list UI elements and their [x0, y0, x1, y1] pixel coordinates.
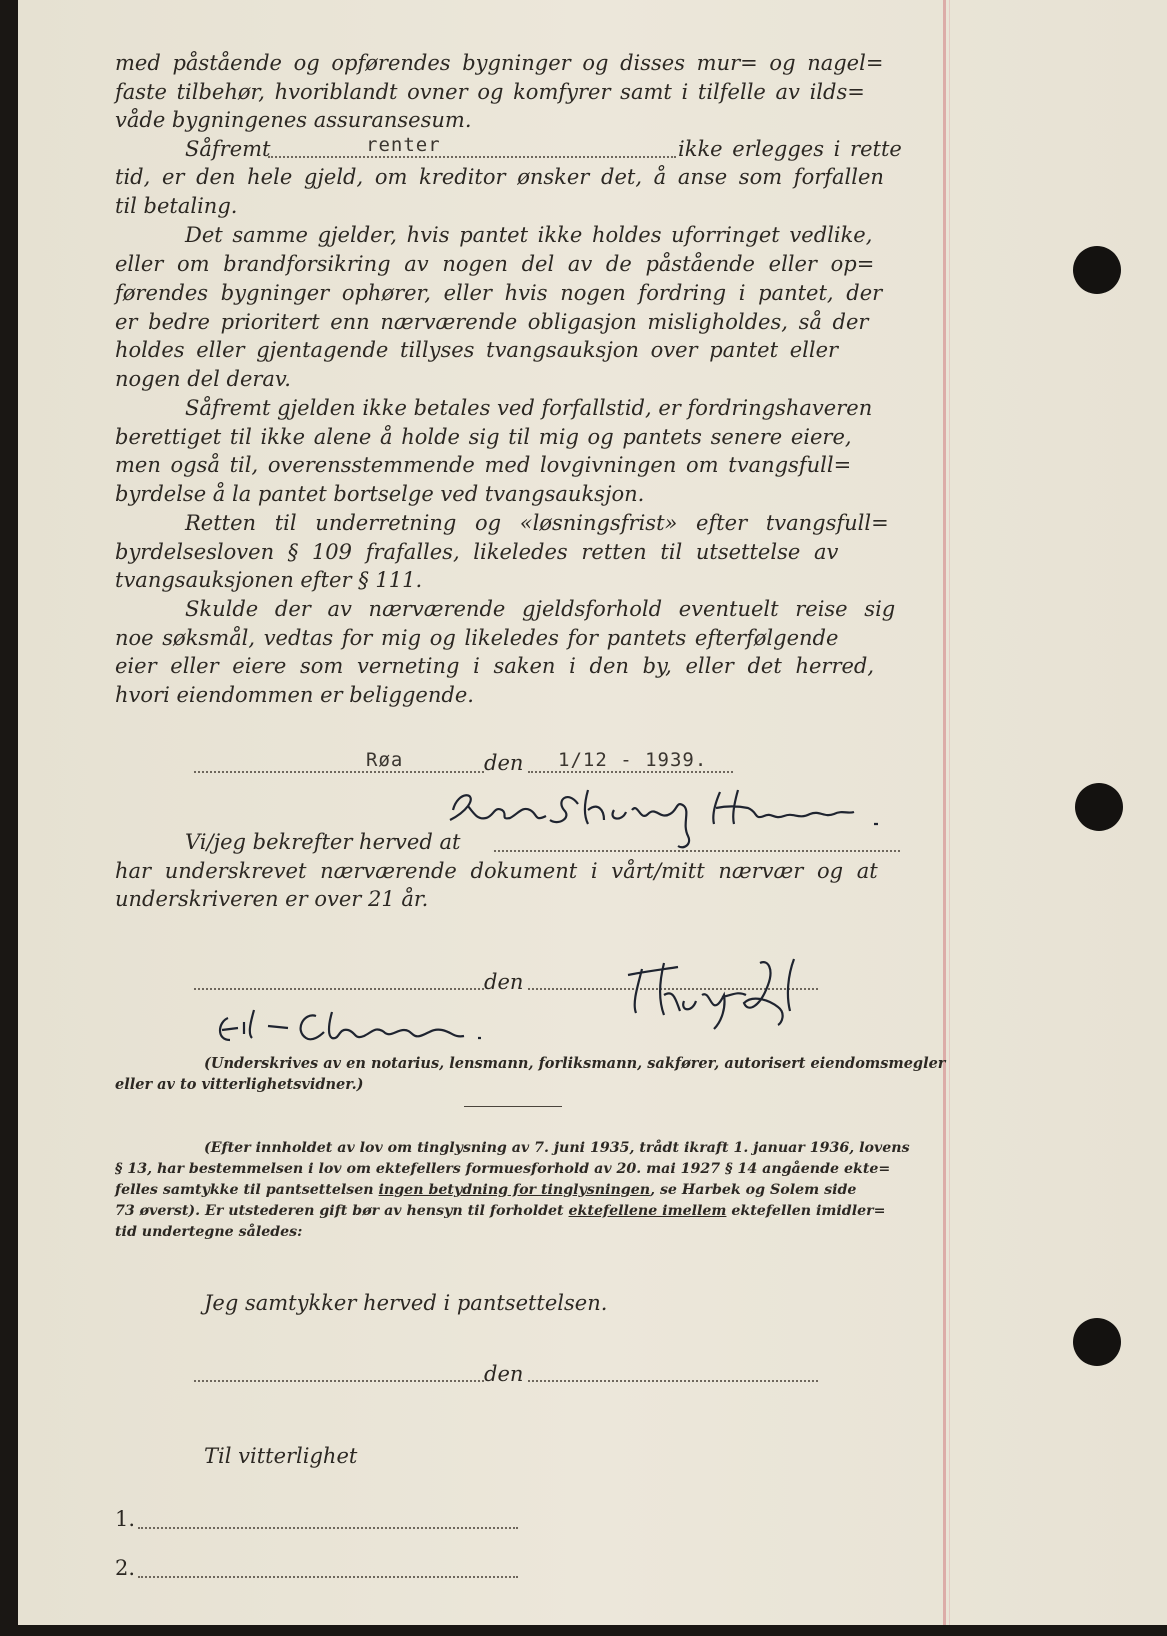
document-page	[18, 0, 1167, 1625]
p5-line-3: tvangsauksjonen efter § 111.	[115, 568, 423, 592]
red-margin-line	[943, 0, 946, 1625]
fill-line	[268, 156, 676, 158]
witness-number-2: 2.	[115, 1556, 136, 1580]
separator-rule	[464, 1106, 562, 1107]
p6-line-2: noe søksmål, vedtas for mig og likeledes for pantets efterfølgende	[115, 626, 839, 650]
witness-line-1-label: Vi/jeg bekrefter herved at	[185, 830, 461, 854]
p3-line-3: førendes bygninger ophører, eller hvis nogen fordring i pantet, der	[115, 281, 883, 305]
vitterlighet-label: Til vitterlighet	[204, 1444, 358, 1468]
p4-line-1: Såfremt gjelden ikke betales ved forfallstid, er fordringshaveren	[185, 396, 873, 420]
law-note-line-5: tid undertegne således:	[115, 1224, 303, 1240]
p2-end: ikke erlegges i rette	[678, 137, 902, 161]
p6-line-3: eier eller eiere som verneting i saken i den by, eller det herred,	[115, 654, 875, 678]
consent-date-line	[528, 1380, 818, 1382]
p3-line-1: Det samme gjelder, hvis pantet ikke holdes uforringet vedlike,	[185, 223, 873, 247]
p6-line-4: hvori eiendommen er beliggende.	[115, 683, 474, 707]
p2-line-3: til betaling.	[115, 194, 238, 218]
witness-number-1: 1.	[115, 1507, 136, 1531]
place-value: Røa	[366, 749, 404, 771]
witness-name-line	[494, 850, 900, 852]
p3-line-4: er bedre prioritert enn nærværende obligasjon misligholdes, så der	[115, 310, 869, 334]
date-value: 1/12 - 1939.	[558, 749, 708, 771]
main-signature	[438, 780, 908, 850]
p5-line-1: Retten til underretning og «løsningsfrist» efter tvangsfull=	[185, 511, 889, 535]
consent-text: Jeg samtykker herved i pantsettelsen.	[204, 1291, 608, 1315]
p2-fill-value: renter	[366, 134, 441, 156]
witness-line-2: har underskrevet nærværende dokument i vårt/mitt nærvær og at	[115, 859, 878, 883]
p3-line-2: eller om brandforsikring av nogen del av de påstående eller op=	[115, 252, 875, 276]
witness-line-1	[138, 1527, 518, 1529]
witness-line-3: underskriveren er over 21 år.	[115, 887, 429, 911]
p2-line-2: tid, er den hele gjeld, om kreditor ønsker det, å anse som forfallen	[115, 165, 884, 189]
p4-line-2: berettiget til ikke alene å holde sig til mig og pantets senere eiere,	[115, 425, 852, 449]
den-label: den	[484, 751, 524, 775]
p1-line-3: våde bygningenes assuransesum.	[115, 108, 472, 132]
law-note-line-1: (Efter innholdet av lov om tinglysning av 7. juni 1935, trådt ikraft 1. januar 1936, lovens	[204, 1140, 910, 1156]
p1-line-1: med påstående og opførendes bygninger og disses mur= og nagel=	[115, 51, 884, 75]
p3-line-6: nogen del derav.	[115, 367, 291, 391]
signers-note-line-1: (Underskrives av en notarius, lensmann, forliksmann, sakfører, autorisert eiendomsmegler	[204, 1055, 946, 1072]
law-note-line-2: § 13, har bestemmelsen i lov om ektefellers formuesforhold av 20. mai 1927 § 14 angående ekte=	[115, 1161, 891, 1177]
place-line-2	[194, 988, 484, 990]
p4-line-3: men også til, overensstemmende med lovgivningen om tvangsfull=	[115, 453, 852, 477]
punch-hole	[1073, 246, 1121, 294]
date-line	[528, 771, 733, 773]
consent-den-label: den	[484, 1362, 524, 1386]
p1-line-2: faste tilbehør, hvoriblandt ovner og komfyrer samt i tilfelle av ilds=	[115, 80, 865, 104]
den-label-2: den	[484, 970, 524, 994]
consent-place-line	[194, 1380, 484, 1382]
witness-signature-2	[618, 955, 818, 1050]
law-note-line-4: 73 øverst). Er utstederen gift bør av hensyn til forholdet ektefellene imellem ektefellen imidler=	[115, 1203, 886, 1219]
signers-note-line-2: eller av to vitterlighetsvidner.)	[115, 1076, 364, 1093]
law-note-line-3: felles samtykke til pantsettelsen ingen betydning for tinglysningen, se Harbek og Solem side	[115, 1182, 857, 1198]
red-margin-line-2	[949, 0, 950, 1625]
p4-line-4: byrdelse å la pantet bortselge ved tvangsauksjon.	[115, 482, 645, 506]
place-line	[194, 771, 484, 773]
p3-line-5: holdes eller gjentagende tillyses tvangsauksjon over pantet eller	[115, 338, 839, 362]
witness-line-2	[138, 1576, 518, 1578]
p6-line-1: Skulde der av nærværende gjeldsforhold eventuelt reise sig	[185, 597, 896, 621]
punch-hole	[1075, 783, 1123, 831]
witness-signature-1	[208, 1000, 508, 1050]
p5-line-2: byrdelsesloven § 109 frafalles, likeledes retten til utsettelse av	[115, 540, 839, 564]
p2-start: Såfremt	[185, 137, 271, 161]
punch-hole	[1073, 1318, 1121, 1366]
